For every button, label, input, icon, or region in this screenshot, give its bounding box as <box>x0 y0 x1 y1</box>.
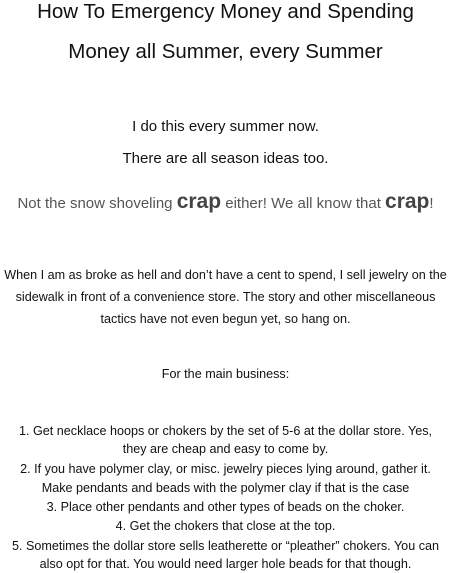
crap-emphasis-1: crap <box>176 190 222 213</box>
page-title-line-2: Money all Summer, every Summer <box>68 40 383 63</box>
paragraph-line-2: sidewalk in front of a convenience store. The story and other miscellaneous <box>15 290 436 304</box>
list-item-2-line-2: Make pendants and beads with the polymer clay if that is the case <box>41 481 410 495</box>
page-title-line-1: How To Emergency Money and Spending <box>37 0 414 23</box>
list-item-5-line-2: also opt for that. You would need larger hole beads for that though. <box>39 557 412 571</box>
list-item-4: 4. Get the chokers that close at the top. <box>115 519 336 533</box>
main-business-heading: For the main business: <box>161 367 290 381</box>
intro-line-2: There are all season ideas too. <box>122 150 329 167</box>
list-item-1-line-2: they are cheap and easy to come by. <box>122 442 329 456</box>
paragraph-line-3: tactics have not even begun yet, so hang on. <box>100 312 351 326</box>
intro-line-3 <box>0 190 451 213</box>
list-item-3: 3. Place other pendants and other types of beads on the choker. <box>46 500 405 514</box>
intro-line-1: I do this every summer now. <box>132 118 319 135</box>
paragraph-line-1: When I am as broke as hell and don’t have a cent to spend, I sell jewelry on the <box>4 268 447 282</box>
list-item-1-line-1: 1. Get necklace hoops or chokers by the set of 5-6 at the dollar store. Yes, <box>18 424 433 438</box>
intro-line-3-text-b: either! We all know that <box>221 195 386 212</box>
intro-line-3-text-a: Not the snow shoveling <box>17 195 177 212</box>
list-item-2-line-1: 2. If you have polymer clay, or misc. jewelry pieces lying around, gather it. <box>20 462 431 476</box>
crap-emphasis-2: crap <box>385 190 430 213</box>
list-item-5-line-1: 5. Sometimes the dollar store sells leatherette or “pleather” chokers. You can <box>11 539 439 553</box>
intro-line-3-text-c: ! <box>429 195 434 212</box>
